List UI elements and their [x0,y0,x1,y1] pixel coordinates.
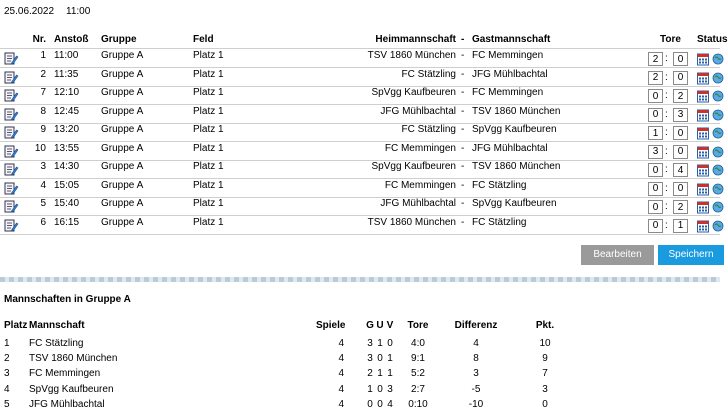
edit-match-icon[interactable] [4,145,19,159]
match-row [0,143,720,161]
header-losses: V [386,320,394,331]
guest-goals-input[interactable] [673,108,688,122]
globe-icon[interactable] [712,182,722,196]
field-name: Platz 1 [193,198,224,209]
group-name: Gruppe A [101,179,144,191]
match-row [0,87,720,105]
header-difference: Differenz [454,320,498,331]
standings-title: Mannschaften in Gruppe A [4,294,131,305]
goal-ratio: 9:1 [411,353,425,365]
guest-goals-input[interactable] [673,89,688,103]
group-name: Gruppe A [101,68,144,80]
goal-difference: -10 [468,398,484,410]
field-name: Platz 1 [193,105,224,117]
standings-header [0,320,720,334]
guest-goals-input[interactable] [673,145,688,159]
calendar-icon[interactable] [697,89,709,103]
score-separator: : [665,145,668,157]
wins: 2 [367,368,373,380]
match-row [0,69,720,87]
team-separator: - [461,198,465,209]
calendar-icon[interactable] [697,145,709,159]
globe-icon[interactable] [712,219,722,233]
guest-team: TSV 1860 München [472,161,561,172]
header-group: Gruppe [101,34,137,45]
kickoff-time: 14:30 [54,161,80,172]
match-number: 9 [40,124,46,135]
team-separator: - [461,87,465,98]
match-row [0,124,720,142]
team-separator: - [461,50,465,61]
match-row [0,217,720,235]
kickoff-time: 12:45 [54,105,80,117]
goal-difference: 8 [473,353,479,365]
field-name: Platz 1 [193,161,224,172]
group-name: Gruppe A [101,161,144,172]
edit-match-icon[interactable] [4,126,19,140]
calendar-icon[interactable] [697,52,709,66]
home-goals-input[interactable] [648,200,663,214]
header-dash: - [461,34,465,45]
team-separator: - [461,142,465,154]
field-name: Platz 1 [193,68,224,80]
kickoff-time: 11:35 [54,68,79,80]
guest-team: JFG Mühlbachtal [472,68,548,80]
score-separator: : [665,71,668,83]
calendar-icon[interactable] [697,219,709,233]
losses: 3 [387,383,393,395]
match-row [0,106,720,124]
home-team: FC Stätzling [401,68,456,80]
goal-difference: -5 [471,383,481,395]
goal-ratio: 2:7 [411,383,425,395]
goal-difference: 3 [473,368,479,380]
match-number: 1 [40,50,46,61]
match-row [0,180,720,198]
wins: 3 [367,353,373,365]
globe-icon[interactable] [712,145,722,159]
standings-row [0,338,720,352]
guest-team: FC Memmingen [472,50,544,61]
header-place: Platz [4,320,28,331]
calendar-icon[interactable] [697,108,709,122]
group-name: Gruppe A [101,216,144,228]
draws: 0 [377,398,383,410]
home-goals-input[interactable] [648,182,663,196]
home-team: SpVgg Kaufbeuren [371,161,456,172]
goal-ratio: 0:10 [408,398,428,410]
score-separator: : [665,90,668,101]
wins: 1 [367,383,373,395]
header-goal-ratio: Tore [407,320,429,331]
team-name: TSV 1860 München [29,353,118,365]
draws: 1 [377,368,383,380]
standings-row [0,353,720,367]
header-team: Mannschaft [29,320,85,331]
globe-icon[interactable] [712,52,722,66]
score-separator: : [665,108,668,120]
points: 10 [539,338,551,349]
group-name: Gruppe A [101,198,144,209]
kickoff-time: 15:40 [54,198,80,209]
losses: 0 [387,338,393,349]
guest-team: SpVgg Kaufbeuren [472,198,557,209]
place: 2 [4,353,10,365]
home-team: SpVgg Kaufbeuren [371,87,456,98]
edit-button[interactable]: Bearbeiten [581,245,654,265]
games-played: 4 [338,368,344,380]
match-number: 8 [40,105,46,117]
games-played: 4 [338,338,344,349]
header-status: Status [697,34,728,45]
edit-match-icon[interactable] [4,89,19,103]
header-goals: Tore [660,34,681,45]
wins: 3 [367,338,373,349]
kickoff-time: 12:10 [54,87,80,98]
group-name: Gruppe A [101,124,144,135]
losses: 1 [387,368,393,380]
kickoff-time: 11:00 [54,50,79,61]
edit-match-icon[interactable] [4,108,19,122]
home-team: FC Stätzling [401,124,456,135]
team-separator: - [461,68,465,80]
score-separator: : [665,182,668,194]
guest-team: FC Stätzling [472,179,527,191]
points: 7 [542,368,548,380]
field-name: Platz 1 [193,124,224,135]
guest-goals-input[interactable] [673,71,688,85]
team-name: FC Stätzling [29,338,84,349]
edit-match-icon[interactable] [4,163,19,177]
score-separator: : [665,164,668,175]
match-number: 10 [34,142,46,154]
calendar-icon[interactable] [697,126,709,140]
header-home: Heimmannschaft [375,34,456,45]
header-draws: U [376,320,384,331]
group-name: Gruppe A [101,50,144,61]
standings-row [0,399,720,413]
header-field: Feld [193,34,214,45]
globe-icon[interactable] [712,163,722,177]
header-guest: Gastmannschaft [472,34,551,45]
place: 3 [4,368,10,380]
guest-team: JFG Mühlbachtal [472,142,548,154]
field-name: Platz 1 [193,87,224,98]
kickoff-time: 13:20 [54,124,80,135]
home-goals-input[interactable] [648,145,663,159]
score-separator: : [665,201,668,212]
match-table-header [0,34,728,48]
guest-goals-input[interactable] [673,163,688,177]
team-separator: - [461,179,465,191]
games-played: 4 [338,353,344,365]
home-team: FC Memmingen [384,179,456,191]
globe-icon[interactable] [712,200,722,214]
match-number: 7 [40,87,46,98]
edit-match-icon[interactable] [4,52,19,66]
edit-match-icon[interactable] [4,219,19,233]
globe-icon[interactable] [712,89,722,103]
match-number: 4 [40,179,46,191]
calendar-icon[interactable] [697,71,709,85]
row-divider [0,234,720,235]
kickoff-time: 13:55 [54,142,80,154]
losses: 4 [387,398,393,410]
goal-difference: 4 [473,338,479,349]
home-team: FC Memmingen [384,142,456,154]
match-row [0,50,720,68]
kickoff-time: 16:15 [54,216,80,228]
kickoff-time: 15:05 [54,179,80,191]
field-name: Platz 1 [193,50,224,61]
group-name: Gruppe A [101,87,144,98]
home-team: TSV 1860 München [367,216,456,228]
globe-icon[interactable] [712,71,722,85]
header-points: Pkt. [535,320,555,331]
draws: 0 [377,353,383,365]
edit-match-icon[interactable] [4,71,19,85]
wins: 0 [367,398,373,410]
calendar-icon[interactable] [697,182,709,196]
calendar-icon[interactable] [697,200,709,214]
edit-match-icon[interactable] [4,182,19,196]
team-separator: - [461,216,465,228]
games-played: 4 [338,398,344,410]
section-divider [0,277,720,282]
losses: 1 [387,353,393,365]
place: 4 [4,383,10,395]
header-kickoff: Anstoß [54,34,89,45]
group-name: Gruppe A [101,105,144,117]
match-row [0,198,720,216]
field-name: Platz 1 [193,142,224,154]
match-number: 2 [40,68,46,80]
games-played: 4 [338,383,344,395]
header-wins: G [366,320,374,331]
place: 1 [4,338,10,349]
guest-team: FC Stätzling [472,216,527,228]
match-date: 25.06.2022 [4,6,55,17]
home-goals-input[interactable] [648,71,663,85]
guest-team: SpVgg Kaufbeuren [472,124,557,135]
team-separator: - [461,161,465,172]
place: 5 [4,398,10,410]
home-goals-input[interactable] [648,89,663,103]
row-divider [0,48,720,49]
home-goals-input[interactable] [648,126,663,140]
points: 9 [542,353,548,365]
standings-row [0,368,720,382]
points: 0 [542,398,548,410]
match-number: 5 [40,198,46,209]
team-separator: - [461,105,465,117]
guest-goals-input[interactable] [673,219,688,233]
match-time: 11:00 [66,6,91,17]
draws: 1 [377,338,383,349]
home-goals-input[interactable] [648,52,663,66]
guest-goals-input[interactable] [673,200,688,214]
goal-ratio: 5:2 [411,368,425,380]
score-separator: : [665,127,668,138]
globe-icon[interactable] [712,126,722,140]
home-goals-input[interactable] [648,163,663,177]
save-button[interactable]: Speichern [658,245,724,265]
guest-goals-input[interactable] [673,52,688,66]
edit-match-icon[interactable] [4,200,19,214]
team-separator: - [461,124,465,135]
guest-goals-input[interactable] [673,126,688,140]
header-nr: Nr. [32,34,46,45]
home-team: JFG Mühlbachtal [380,105,456,117]
match-row [0,161,720,179]
match-number: 3 [40,161,46,172]
field-name: Platz 1 [193,179,224,191]
group-name: Gruppe A [101,142,144,154]
draws: 0 [377,383,383,395]
guest-goals-input[interactable] [673,182,688,196]
header-games: Spiele [316,320,346,331]
standings-row [0,384,720,398]
field-name: Platz 1 [193,216,224,228]
home-team: JFG Mühlbachtal [380,198,456,209]
home-goals-input[interactable] [648,219,663,233]
score-separator: : [665,219,668,231]
home-goals-input[interactable] [648,108,663,122]
match-number: 6 [40,216,46,228]
calendar-icon[interactable] [697,163,709,177]
guest-team: FC Memmingen [472,87,544,98]
score-separator: : [665,53,668,64]
goal-ratio: 4:0 [411,338,425,349]
team-name: JFG Mühlbachtal [29,398,105,410]
home-team: TSV 1860 München [367,50,456,61]
globe-icon[interactable] [712,108,722,122]
guest-team: TSV 1860 München [472,105,561,117]
team-name: SpVgg Kaufbeuren [29,383,114,395]
team-name: FC Memmingen [29,368,101,380]
points: 3 [542,383,548,395]
